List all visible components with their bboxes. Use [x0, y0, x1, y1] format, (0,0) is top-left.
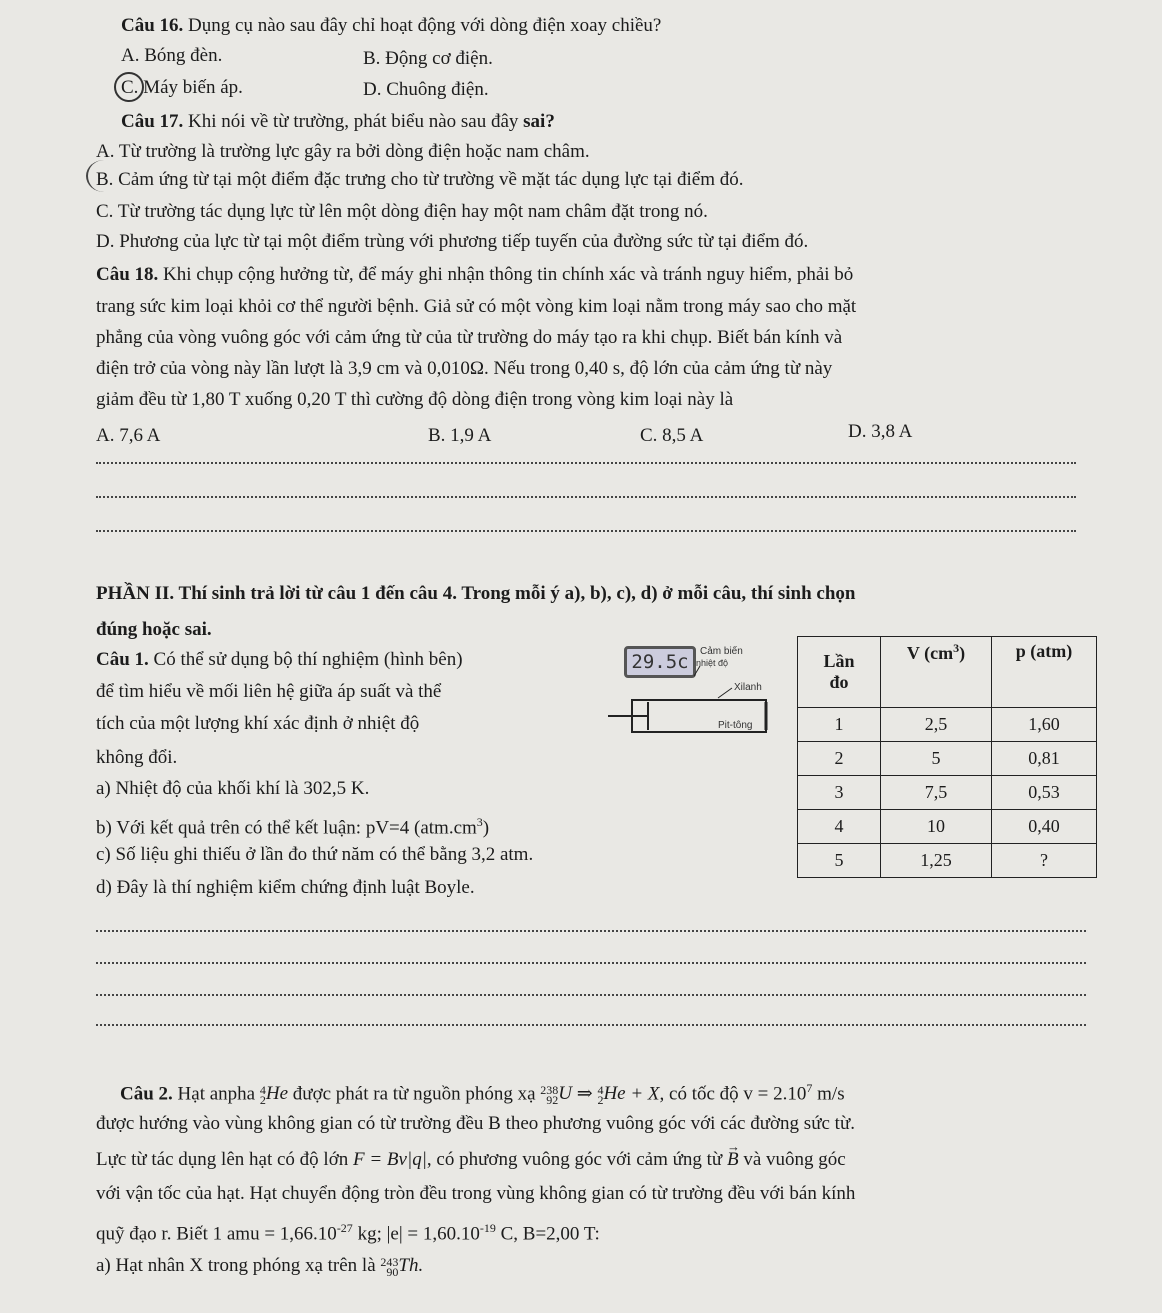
vector-arrow-icon: →: [726, 1139, 740, 1154]
he-symbol: He: [603, 1083, 626, 1105]
p1-statement-c: c) Số liệu ghi thiếu ở lần đo thứ năm có thể bằng 3,2 atm.: [96, 844, 534, 865]
answer-circle-mark: [114, 72, 144, 102]
measurement-table: [797, 636, 1097, 878]
q16-text: Dụng cụ nào sau đây chỉ hoạt động với dòng điện xoay chiều?: [188, 15, 662, 36]
q18-line3: phẳng của vòng vuông góc với cảm ứng từ của từ trường do máy tạo ra khi chụp. Biết bán kính và: [96, 327, 843, 348]
p1-b-text: b) Với kết quả trên có thể kết luận: pV=4 (atm.cm: [96, 817, 477, 839]
p1-line3: tích của một lượng khí xác định ở nhiệt độ: [96, 713, 420, 734]
q18-line1: [96, 263, 853, 287]
header-lan-do: [798, 637, 881, 708]
cell-pressure: 1,60: [992, 708, 1097, 742]
header-lan: Lần: [823, 651, 855, 671]
answer-line: [96, 930, 1086, 932]
cell-volume: 10: [881, 810, 992, 844]
sensor-label: Cảm biến: [700, 646, 743, 657]
p2-l1-c: có tốc độ v = 2.10: [669, 1083, 807, 1105]
p1-statement-b: [96, 810, 489, 840]
q18-line1-text: Khi chụp cộng hưởng từ, để máy ghi nhận thông tin chính xác và tránh nguy hiểm, phải bỏ: [163, 264, 854, 285]
answer-line: [96, 1024, 1086, 1026]
q18-option-a: A. 7,6 A: [96, 425, 161, 446]
answer-line: [96, 994, 1086, 996]
header-volume-close: ): [959, 643, 966, 663]
q16-option-c: C. Máy biến áp.: [121, 77, 243, 98]
cell-lan: 5: [798, 844, 881, 878]
amu-exp: -27: [336, 1221, 353, 1235]
p2-line1: [120, 1076, 845, 1106]
he-charge: 2: [259, 1092, 266, 1107]
experiment-figure: [608, 640, 788, 745]
uranium-nuclide: [540, 1082, 572, 1106]
table-header-row: [798, 637, 1097, 708]
q17-option-d: D. Phương của lực từ tại một điểm trùng với phương tiếp tuyến của đường sức từ tại điểm đó.: [96, 231, 809, 252]
cell-lan: 2: [798, 742, 881, 776]
u-symbol: U: [558, 1083, 573, 1105]
cylinder-pointer: [718, 688, 732, 698]
table-row: [798, 810, 1097, 844]
piston-label: Pit-tông: [718, 720, 753, 731]
table-row: [798, 708, 1097, 742]
cell-volume: 7,5: [881, 776, 992, 810]
cell-pressure: 0,53: [992, 776, 1097, 810]
b-vector-symbol: B: [726, 1149, 739, 1170]
he-symbol: He: [265, 1083, 289, 1105]
p2-line2: được hướng vào vùng không gian có từ trường đều B theo phương vuông góc với các đường sức từ.: [96, 1113, 855, 1134]
p2-statement-a: [96, 1254, 423, 1278]
p1-statement-d: d) Đây là thí nghiệm kiểm chứng định luật Boyle.: [96, 877, 475, 898]
q17-option-a: A. Từ trường là trường lực gây ra bởi dòng điện hoặc nam châm.: [96, 141, 590, 162]
part2-heading-line2: đúng hoặc sai.: [96, 619, 212, 640]
answer-line: [96, 962, 1086, 964]
syringe-drawing: [608, 640, 788, 745]
th-mass: 243: [380, 1254, 399, 1269]
p1-statement-a: a) Nhiệt độ của khối khí là 302,5 K.: [96, 778, 370, 799]
q18-line4: điện trở của vòng này lần lượt là 3,9 cm và 0,010Ω. Nếu trong 0,40 s, độ lớn của cảm ứng từ này: [96, 358, 833, 379]
thorium-nuclide: [380, 1254, 423, 1278]
cell-lan: 4: [798, 810, 881, 844]
he-mass: 4: [259, 1082, 266, 1097]
q18-line5: giảm đều từ 1,80 T xuống 0,20 T thì cường độ dòng điện trong vòng kim loại này là: [96, 389, 734, 410]
charge-exp: -19: [479, 1221, 496, 1235]
header-pressure: p (atm): [992, 637, 1097, 708]
p2-line4: với vận tốc của hạt. Hạt chuyển động tròn đều trong vùng không gian có từ trường đều với bán kính: [96, 1183, 856, 1204]
cylinder-body: [632, 700, 766, 732]
p1-title: Câu 1.: [96, 649, 149, 670]
answer-line: [96, 462, 1076, 464]
th-charge: 90: [386, 1264, 399, 1279]
he-mass: 4: [597, 1082, 604, 1097]
u-mass: 238: [540, 1082, 559, 1097]
q16-title: Câu 16.: [121, 15, 184, 36]
p2-l1-b: được phát ra từ nguồn phóng xạ: [292, 1083, 536, 1105]
p1-line4: không đổi.: [96, 747, 178, 768]
p1-b-close: ): [482, 817, 490, 839]
p1-line1-text: Có thể sử dụng bộ thí nghiệm (hình bên): [153, 649, 463, 670]
he-charge: 2: [597, 1092, 604, 1107]
p2-a-text: a) Hạt nhân X trong phóng xạ trên là: [96, 1255, 376, 1276]
force-formula: F = Bv|q|: [353, 1149, 427, 1170]
p2-line5: [96, 1216, 600, 1246]
header-volume-sup: 3: [953, 641, 960, 655]
p2-l5-a: quỹ đạo r. Biết 1 amu = 1,66.10: [96, 1223, 337, 1245]
q17-stem: [121, 110, 555, 134]
cell-lan: 3: [798, 776, 881, 810]
q18-option-c: C. 8,5 A: [640, 425, 704, 446]
cell-pressure: ?: [992, 844, 1097, 878]
cylinder-label: Xilanh: [734, 682, 762, 693]
q18-option-b: B. 1,9 A: [428, 425, 492, 446]
temperature-display: 29.5c: [624, 646, 696, 678]
sensor-pointer: [694, 666, 700, 676]
plus-x: + X,: [630, 1083, 665, 1105]
part2-heading-line1: PHẦN II. Thí sinh trả lời từ câu 1 đến câu 4. Trong mỗi ý a), b), c), d) ở mỗi câu, thí sinh chọn: [96, 583, 856, 604]
cell-volume: 2,5: [881, 708, 992, 742]
b-vector: [726, 1139, 740, 1170]
p2-l5-b: kg; |e| = 1,60.10: [357, 1223, 480, 1245]
p2-l3-b: , có phương vuông góc với cảm ứng từ: [426, 1149, 723, 1170]
header-do: đo: [829, 672, 849, 692]
p1-b-sup: 3: [476, 815, 483, 829]
header-volume: [881, 637, 992, 708]
sensor-label-2: nhiệt độ: [696, 658, 729, 668]
p2-velocity-exp: 7: [806, 1081, 813, 1095]
th-symbol: Th.: [398, 1255, 424, 1276]
u-charge: 92: [546, 1092, 559, 1107]
cell-lan: 1: [798, 708, 881, 742]
p2-l3-c: và vuông góc: [743, 1149, 846, 1170]
cell-volume: 1,25: [881, 844, 992, 878]
table-row: [798, 742, 1097, 776]
helium-nuclide-2: [597, 1082, 625, 1106]
q17-title: Câu 17.: [121, 111, 184, 132]
q16-option-d: D. Chuông điện.: [363, 79, 489, 100]
p2-l5-c: C, B=2,00 T:: [500, 1223, 600, 1245]
q17-option-c: C. Từ trường tác dụng lực từ lên một dòng điện hay một nam châm đặt trong nó.: [96, 201, 708, 222]
p2-l3-a: Lực từ tác dụng lên hạt có độ lớn: [96, 1149, 349, 1170]
q18-option-d: D. 3,8 A: [848, 421, 913, 442]
p2-line3: [96, 1139, 846, 1172]
p1-line1: [96, 648, 463, 672]
p2-l1-a: Hạt anpha: [177, 1083, 256, 1105]
q17-text: Khi nói về từ trường, phát biểu nào sau đây: [188, 111, 519, 132]
q18-title: Câu 18.: [96, 264, 159, 285]
table-row: [798, 844, 1097, 878]
table-row: [798, 776, 1097, 810]
arrow-icon: ⇒: [576, 1083, 593, 1105]
answer-line: [96, 530, 1076, 532]
q17-sai-word: sai?: [523, 111, 555, 132]
cell-volume: 5: [881, 742, 992, 776]
q16-stem: [121, 14, 661, 38]
header-volume-text: V (cm: [906, 643, 954, 663]
q16-option-a: A. Bóng đèn.: [121, 45, 223, 66]
q17-option-b: B. Cảm ứng từ tại một điểm đặc trưng cho từ trường về mặt tác dụng lực tại điểm đó.: [96, 169, 744, 190]
p2-velocity-unit: m/s: [817, 1083, 845, 1105]
q18-line2: trang sức kim loại khỏi cơ thể người bệnh. Giả sử có một vòng kim loại nằm trong máy sao cho mặt: [96, 296, 857, 317]
p1-line2: để tìm hiểu về mối liên hệ giữa áp suất và thể: [96, 681, 442, 702]
p2-title: Câu 2.: [120, 1083, 173, 1105]
helium-nuclide: [260, 1082, 288, 1106]
answer-circle-mark-b: [86, 160, 122, 192]
cell-pressure: 0,40: [992, 810, 1097, 844]
cell-pressure: 0,81: [992, 742, 1097, 776]
answer-line: [96, 496, 1076, 498]
q16-option-b: B. Động cơ điện.: [363, 48, 493, 69]
